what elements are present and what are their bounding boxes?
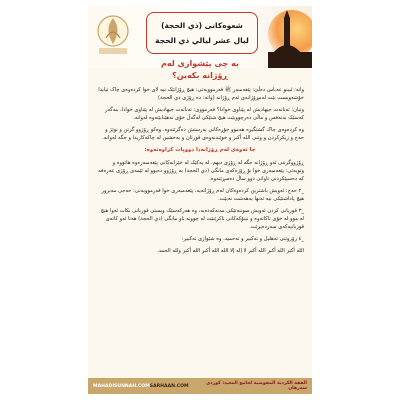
takbir-text: الله أکبر الله أکبر الله أکبر لا إله إلا الله الله أکبر الله أکبر ولله الحمد. [156, 248, 304, 254]
title-line-1: شعوەکانی (ذي الحجة) [161, 21, 243, 30]
title-line-2: ليال عشر ليالي ذي الحجة [155, 36, 249, 45]
title-frame [146, 12, 258, 54]
heading-line-2: ڕۆژانە بکەین؟ [172, 71, 228, 80]
subheading: جا ئەوەی لەم ڕۆژانەدا دووپات کراوەتەوە: [144, 147, 256, 153]
paragraph: وە کردەوەی چاک گشتگیرە هەموو جۆرەکانی پەرستش دەگرێتەوە. وەکو ڕۆژوو گرتن و نوێژ و حەج و زیکرکردن و وتنی الله أکبر و خوێندنەوەی قورئان و بەخشین لە چاکەکاریدا و جگە لەوانە. [102, 127, 304, 141]
footer [88, 378, 312, 394]
content [96, 86, 304, 372]
logo-icon [92, 12, 134, 58]
footer-text: الفقة الكردية المفوضية لجامع المعيد: کوردی سەرهان [206, 381, 307, 391]
paragraph: واتە: ئیبنو عەباس دەڵێ: پێغەمبەر ﷺ فەرموویەتی: هیچ ڕۆژانێک نیە لای خوا کردەوەی چاک تیایدا خۆشەویست بێت لەمڕۆژانەی ئەم ڕۆژانە (واتە: دە ڕۆژی ذي الحجة) [98, 87, 304, 101]
question-heading [128, 58, 272, 82]
heading-line-1: بە چی پێشوازی لەم [161, 59, 239, 68]
footer-site-left[interactable]: MAHADISUNNAH.COM [93, 383, 150, 389]
poster [88, 6, 312, 394]
paragraph: وتیان: تەنانەت جیهادیش لە پێناوی خوادا؟ فەرمووی: تەنانەت جیهادیش لە پێناوی خوادا، مەگەر کەسێک بەنەفس و ماڵی دەرچووبێت هیچ شتێکی لەگەڵ خۆی نەهێنابێتەوە لەوانە. [105, 107, 304, 121]
point: _٣ قوربانی کردن ئەویش سوننەتێکی مەنەکەدەیە، وە هەرکەسێک ویستی قوربانی بکات ئەوا هیچ لە موو لە خۆی ناکاتەوە و نینۆکەکانی ناکرێنێت لە چوونە ناو مانگی (ذي الحجة) هەتا ئەو کاتەی قوربانیەکەی سەردەبڕێت. [100, 208, 304, 230]
point: ڕۆژووگرتنی ئەو ڕۆژانە جگە لە ڕۆژی دیهم. لە یەکێک لە خێزانەکانی پێغەمبەرەوە هاتووە و وتویەتی: پێغەمبەری خوا نۆ ڕۆژەکەی مانگی (ذي الحجة) بە ڕۆژوو دەبوو لە ئێمەی ڕۆژی عەرەفە کە دەسپێکردنی تاوانی دوو ساڵ دەسڕێتەوە. [98, 160, 304, 182]
point: _٢ حەج: ئەویش باشترین کردەوەکان لەم ڕۆژانەیە، پێغەمبەری خوا فەرموویەتی: حەجی مەبرور هیچ پاداشتێکی نیە تەنها بەهەشت نەبێت. [101, 188, 304, 202]
point: _٤ زۆروتنی تەهلیل و تەکبیر و تەحمید. وە شێوازی تەکبیر: [181, 236, 304, 242]
footer-site-right[interactable]: SARHAAN.COM [149, 383, 189, 389]
